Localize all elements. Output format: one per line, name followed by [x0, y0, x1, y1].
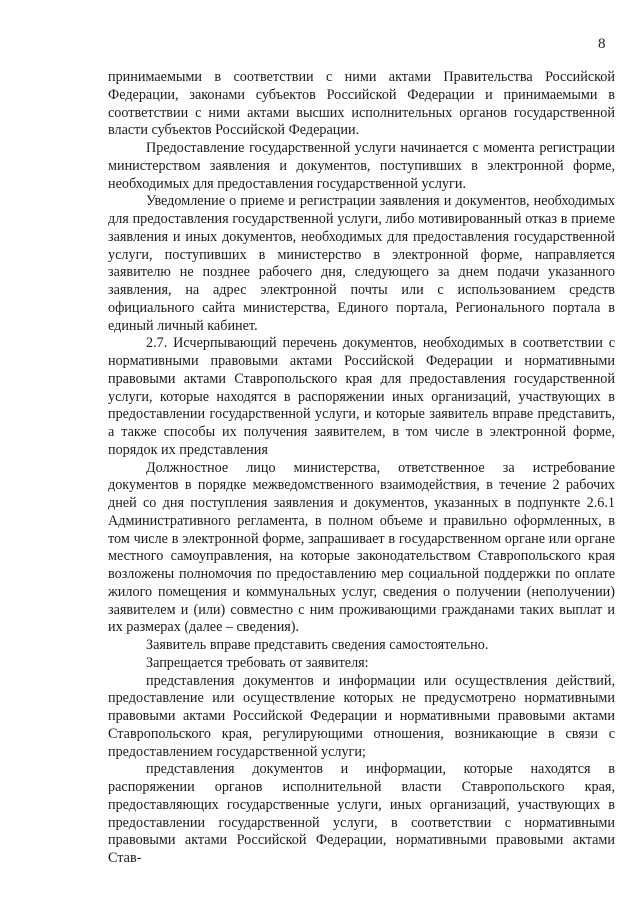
paragraph-applicant-right: Заявитель вправе представить сведения самостоятельно.: [146, 637, 489, 653]
paragraph-continuation: принимаемыми в соответствии с ними актами Правительства Российской Федерации, законами субъектов Российской Федерации и принимаемыми в соответствии с ними актами высших исполнительных органов государственной власти субъектов Российской Федерации.: [108, 69, 615, 139]
document-body: [108, 69, 615, 868]
section-2-7-heading: 2.7. Исчерпывающий перечень документов, необходимых в соответствии с нормативными правовыми актами Российской Федерации и нормативными правовыми актами Ставропольского края для предоставления государственной услуги, которые находятся в распоряжении иных организаций, участвующих в предоставлении государственной услуги, и которые заявитель вправе представить, а также способы их получения заявителем, в том числе в электронной форме, порядок их представления: [108, 335, 615, 458]
paragraph-prohibition: Запрещается требовать от заявителя:: [146, 654, 369, 671]
paragraph-service-start: Предоставление государственной услуги начинается с момента регистрации министерством заявления и документов, поступивших в электронной форме, необходимых для предоставления государственной услуги.: [108, 140, 615, 192]
paragraph-prohibition-item-1: представления документов и информации или осуществления действий, предоставление или осуществление которых не предусмотрено нормативными правовыми актами Российской Федерации и нормативными правовыми актами Ставропольского края, регулирующими отношения, возникающие в связи с предоставлением государственной услуги;: [108, 672, 615, 760]
paragraph-official-request: Должностное лицо министерства, ответственное за истребование документов в порядке межведомственного взаимодействия, в течение 2 рабочих дней со дня поступления заявления и документов, указанных в подпункте 2.6.1 Административного регламента, в полном объеме и правильно оформленных, в том числе в электронной форме, запрашивает в государственном органе или органе местного самоуправления, на которые законодательством Ставропольского края возложены полномочия по предоставлению мер социальной поддержки по оплате жилого помещения и коммунальных услуг, сведения о получении (неполучении) заявителем и (или) совместно с ним проживающими гражданами таких выплат и их размерах (далее – сведения).: [108, 459, 615, 636]
paragraph-notification: Уведомление о приеме и регистрации заявления и документов, необходимых для предоставления государственной услуги, либо мотивированный отказ в приеме заявления и иных документов, необходимых для предоставления государственной услуги, поступивших в министерство в электронной форме, направляется заявителю не позднее рабочего дня, следующего за днем подачи указанного заявления, на адрес электронной почты или с использованием средств официального сайта министерства, Единого портала, Регионального портала в единый личный кабинет.: [108, 193, 615, 334]
page-number: 8: [598, 36, 606, 52]
paragraph-prohibition-item-2: представления документов и информации, которые находятся в распоряжении органов исполнительной власти Ставропольского края, предоставляющих государственные услуги, иных организаций, участвующих в предоставлении государственной услуги, в соответствии с нормативными правовыми актами Российской Федерации, нормативными правовыми актами Став-: [108, 761, 615, 866]
